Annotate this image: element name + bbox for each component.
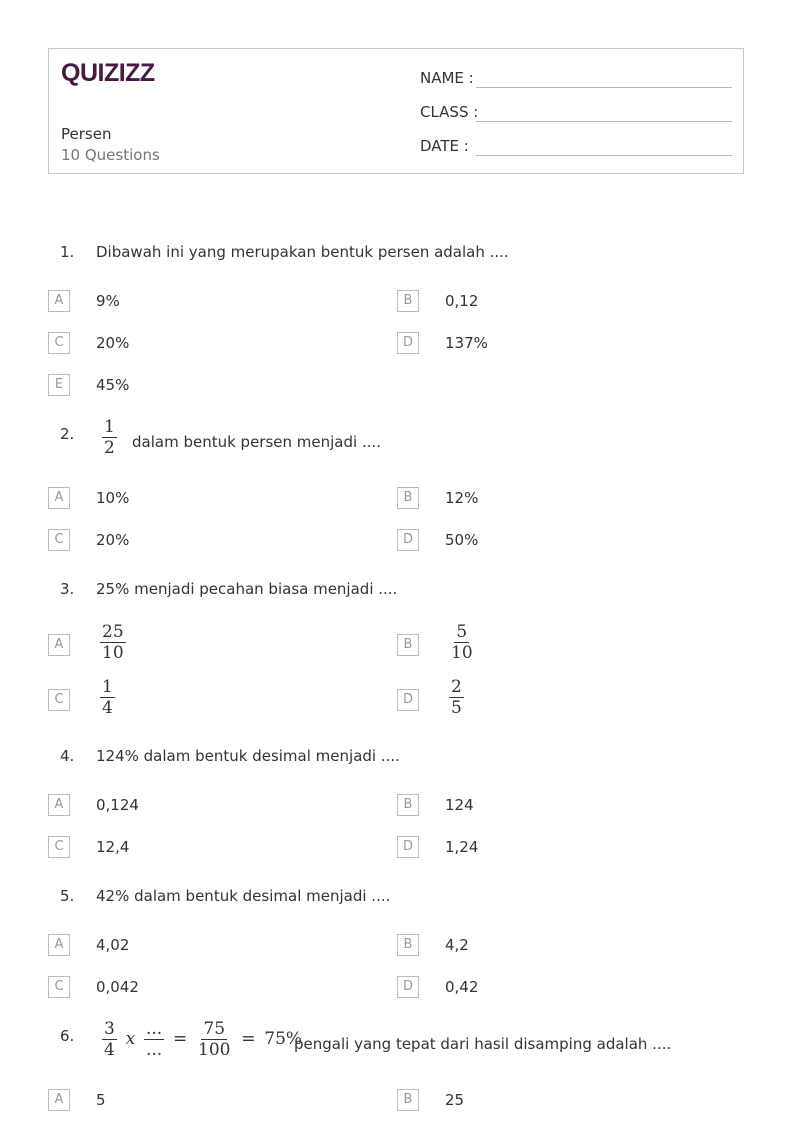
fraction-denominator: 4: [104, 1040, 115, 1060]
option-letter: D: [397, 976, 419, 998]
fraction-denominator: 5: [451, 698, 462, 718]
option-letter: C: [48, 976, 70, 998]
question-math: [102, 1019, 302, 1060]
option-text: 12,4: [96, 838, 130, 856]
option-text: 20%: [96, 531, 130, 549]
question-number: 1.: [60, 243, 75, 261]
option-letter: A: [48, 290, 70, 312]
option-letter: A: [48, 634, 70, 656]
fraction-numerator: 75: [203, 1019, 226, 1039]
question-text: Dibawah ini yang merupakan bentuk persen adalah ....: [96, 243, 509, 261]
quizizz-logo: QUIZIZZ: [61, 59, 155, 87]
worksheet-topic: Persen: [61, 125, 112, 143]
option-letter: D: [397, 689, 419, 711]
date-label: DATE :: [420, 137, 469, 155]
question-number: 6.: [60, 1027, 75, 1045]
option-letter: B: [397, 1089, 419, 1111]
date-field[interactable]: [420, 137, 469, 155]
class-field[interactable]: [420, 103, 478, 121]
fraction-numerator: 3: [104, 1019, 115, 1039]
question-text: 42% dalam bentuk desimal menjadi ....: [96, 887, 391, 905]
option-letter: B: [397, 934, 419, 956]
question-fraction: [102, 417, 117, 458]
fraction-denominator: ...: [145, 1040, 163, 1060]
option-text: 0,12: [445, 292, 479, 310]
option-fraction: [449, 622, 475, 663]
option-letter: D: [397, 529, 419, 551]
option-text: 5: [96, 1091, 106, 1109]
date-line: [476, 155, 732, 156]
option-letter: B: [397, 290, 419, 312]
option-text: 137%: [445, 334, 488, 352]
class-line: [476, 121, 732, 122]
option-text: 50%: [445, 531, 479, 549]
worksheet-header: [48, 48, 744, 174]
question-text: dalam bentuk persen menjadi ....: [132, 433, 382, 451]
question-text: pengali yang tepat dari hasil disamping adalah ....: [294, 1035, 672, 1053]
option-letter: B: [397, 634, 419, 656]
name-label: NAME :: [420, 69, 474, 87]
math-x: x: [125, 1029, 136, 1049]
option-letter: B: [397, 794, 419, 816]
fraction-numerator: 5: [456, 622, 468, 642]
fraction-numerator: 1: [104, 417, 115, 437]
question-number: 3.: [60, 580, 75, 598]
option-text: 25: [445, 1091, 465, 1109]
question-count: 10 Questions: [61, 146, 160, 164]
class-label: CLASS :: [420, 103, 479, 121]
fraction-denominator: 4: [102, 698, 113, 718]
math-equals: =: [241, 1029, 256, 1049]
option-text: 4,2: [445, 936, 469, 954]
option-text: 1,24: [445, 838, 479, 856]
option-text: 45%: [96, 376, 130, 394]
option-text: 12%: [445, 489, 479, 507]
option-letter: D: [397, 332, 419, 354]
option-letter: A: [48, 794, 70, 816]
option-letter: A: [48, 487, 70, 509]
question-number: 4.: [60, 747, 75, 765]
name-line: [476, 87, 732, 88]
question-text: 25% menjadi pecahan biasa menjadi ....: [96, 580, 398, 598]
option-letter: E: [48, 374, 70, 396]
fraction-numerator: 2: [451, 677, 462, 697]
fraction-denominator: 10: [102, 643, 124, 663]
name-field[interactable]: [420, 69, 474, 87]
fraction-numerator: ...: [145, 1019, 163, 1039]
question-number: 2.: [60, 425, 75, 443]
option-fraction: [449, 677, 464, 718]
option-letter: C: [48, 836, 70, 858]
fraction-numerator: 25: [102, 622, 124, 642]
question-number: 5.: [60, 887, 75, 905]
math-equals: =: [172, 1029, 188, 1049]
option-text: 4,02: [96, 936, 130, 954]
option-letter: A: [48, 934, 70, 956]
fraction-denominator: 2: [104, 438, 115, 458]
question-text: 124% dalam bentuk desimal menjadi ....: [96, 747, 400, 765]
fraction-denominator: 10: [451, 643, 473, 663]
math-result: 75%: [264, 1029, 303, 1049]
option-letter: A: [48, 1089, 70, 1111]
option-fraction: [100, 622, 126, 663]
option-letter: C: [48, 689, 70, 711]
option-letter: C: [48, 332, 70, 354]
option-text: 10%: [96, 489, 130, 507]
option-letter: B: [397, 487, 419, 509]
option-letter: C: [48, 529, 70, 551]
option-text: 0,124: [96, 796, 139, 814]
option-text: 124: [445, 796, 474, 814]
option-text: 0,42: [445, 978, 479, 996]
option-fraction: [100, 677, 115, 718]
option-letter: D: [397, 836, 419, 858]
fraction-denominator: 100: [198, 1040, 231, 1060]
option-text: 9%: [96, 292, 120, 310]
fraction-numerator: 1: [102, 677, 113, 697]
option-text: 0,042: [96, 978, 139, 996]
option-text: 20%: [96, 334, 130, 352]
